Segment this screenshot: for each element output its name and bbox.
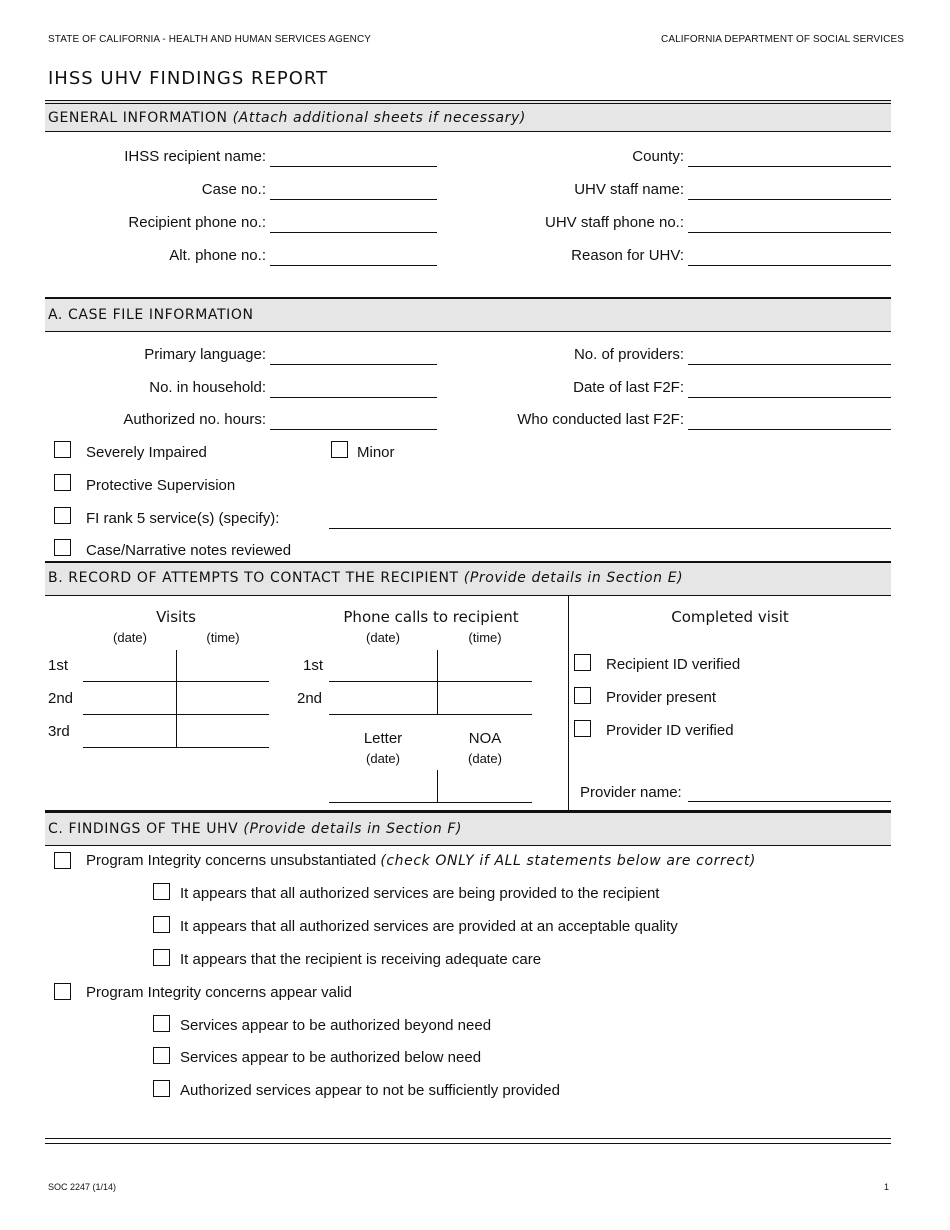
valid-item-2-checkbox[interactable]: [153, 1047, 170, 1064]
county-field[interactable]: [688, 166, 891, 167]
valid-item-1-checkbox[interactable]: [153, 1015, 170, 1032]
valid-item-2-label: Services appear to be authorized below need: [180, 1049, 482, 1066]
case-no-label: Case no.:: [201, 181, 266, 198]
agency-left: STATE OF CALIFORNIA - HEALTH AND HUMAN SERVICES AGENCY: [48, 34, 372, 45]
section-c-heading: C. FINDINGS OF THE UHV: [48, 821, 239, 837]
alt-phone-label: Alt. phone no.:: [169, 247, 266, 264]
visits-time-label: (time): [206, 630, 240, 645]
provider-present-checkbox[interactable]: [574, 687, 591, 704]
phone-row-2nd: 2nd: [297, 690, 323, 707]
unsub-item-3-checkbox[interactable]: [153, 949, 170, 966]
unsub-item-3-label: It appears that the recipient is receiving adequate care: [180, 951, 542, 968]
visits-divider: [176, 650, 177, 748]
page-number: 1: [883, 1182, 889, 1192]
household-field[interactable]: [270, 397, 437, 398]
severely-impaired-checkbox[interactable]: [54, 441, 71, 458]
letter-noa-field[interactable]: [329, 802, 532, 803]
noa-date-label: (date): [468, 751, 502, 766]
provider-name-label: Provider name:: [580, 784, 682, 801]
protective-supervision-checkbox[interactable]: [54, 474, 71, 491]
general-heading: GENERAL INFORMATION: [48, 110, 228, 126]
letter-date-label: (date): [366, 751, 400, 766]
phone-time-label: (time): [468, 630, 502, 645]
case-notes-checkbox[interactable]: [54, 539, 71, 556]
letter-noa-divider: [437, 770, 438, 803]
visits-title: Visits: [156, 608, 196, 626]
phone-title: Phone calls to recipient: [343, 608, 519, 626]
providers-label: No. of providers:: [573, 346, 684, 363]
protective-supervision-label: Protective Supervision: [86, 477, 236, 494]
phone-divider: [437, 650, 438, 715]
phone-1-field[interactable]: [329, 681, 532, 682]
authorized-hours-field[interactable]: [270, 429, 437, 430]
recipient-id-label: Recipient ID verified: [606, 656, 741, 673]
completed-column-divider: [568, 596, 569, 810]
phone-2-field[interactable]: [329, 714, 532, 715]
unsub-item-1-checkbox[interactable]: [153, 883, 170, 900]
primary-language-field[interactable]: [270, 364, 437, 365]
unsub-item-2-label: It appears that all authorized services are provided at an acceptable quality: [180, 918, 678, 935]
recipient-phone-label: Recipient phone no.:: [128, 214, 266, 231]
section-c-header: [45, 810, 891, 846]
section-a-heading: A. CASE FILE INFORMATION: [48, 307, 254, 323]
unsubstantiated-checkbox[interactable]: [54, 852, 71, 869]
case-no-field[interactable]: [270, 199, 437, 200]
valid-item-3-checkbox[interactable]: [153, 1080, 170, 1097]
unsub-item-2-checkbox[interactable]: [153, 916, 170, 933]
footer-rule: [45, 1138, 891, 1144]
case-notes-label: Case/Narrative notes reviewed: [86, 542, 292, 559]
phone-row-1st: 1st: [303, 657, 324, 674]
unsub-item-1-label: It appears that all authorized services are being provided to the recipient: [180, 885, 660, 902]
valid-label: Program Integrity concerns appear valid: [86, 984, 352, 1001]
completed-title: Completed visit: [671, 608, 789, 626]
unsubstantiated-row: [86, 852, 756, 869]
reason-label: Reason for UHV:: [571, 247, 684, 264]
provider-id-label: Provider ID verified: [606, 722, 734, 739]
section-a-header: [45, 297, 891, 332]
form-number: SOC 2247 (1/14): [48, 1182, 117, 1192]
uhv-staff-name-field[interactable]: [688, 199, 891, 200]
household-label: No. in household:: [149, 379, 266, 396]
valid-checkbox[interactable]: [54, 983, 71, 1000]
visit-row-2nd: 2nd: [48, 690, 74, 707]
provider-id-checkbox[interactable]: [574, 720, 591, 737]
visit-row-1st: 1st: [48, 657, 69, 674]
provider-present-label: Provider present: [606, 689, 717, 706]
form-title: IHSS UHV FINDINGS REPORT: [48, 68, 329, 89]
recipient-name-field[interactable]: [270, 166, 437, 167]
last-f2f-date-label: Date of last F2F:: [573, 379, 684, 396]
valid-item-3-label: Authorized services appear to not be sufficiently provided: [180, 1082, 560, 1099]
alt-phone-field[interactable]: [270, 265, 437, 266]
last-f2f-who-label: Who conducted last F2F:: [517, 411, 684, 428]
last-f2f-date-field[interactable]: [688, 397, 891, 398]
severely-impaired-label: Severely Impaired: [86, 444, 207, 461]
uhv-staff-phone-label: UHV staff phone no.:: [545, 214, 684, 231]
section-b-heading-note: (Provide details in Section E): [463, 570, 684, 586]
unsubstantiated-note: (check ONLY if ALL statements below are correct): [380, 853, 756, 869]
authorized-hours-label: Authorized no. hours:: [123, 411, 266, 428]
minor-checkbox[interactable]: [331, 441, 348, 458]
valid-item-1-label: Services appear to be authorized beyond need: [180, 1017, 492, 1034]
visits-date-label: (date): [113, 630, 147, 645]
section-c-heading-note: (Provide details in Section F): [243, 821, 463, 837]
noa-label: NOA: [468, 730, 502, 747]
unsubstantiated-label: Program Integrity concerns unsubstantiated: [86, 852, 377, 869]
uhv-staff-name-label: UHV staff name:: [574, 181, 684, 198]
primary-language-label: Primary language:: [144, 346, 266, 363]
section-b-header: [45, 561, 891, 596]
fi-rank-label: FI rank 5 service(s) (specify):: [86, 510, 280, 527]
recipient-phone-field[interactable]: [270, 232, 437, 233]
phone-date-label: (date): [366, 630, 400, 645]
reason-field[interactable]: [688, 265, 891, 266]
provider-name-field[interactable]: [688, 801, 891, 802]
uhv-staff-phone-field[interactable]: [688, 232, 891, 233]
fi-rank-checkbox[interactable]: [54, 507, 71, 524]
general-section-header: [45, 100, 891, 132]
recipient-id-checkbox[interactable]: [574, 654, 591, 671]
general-heading-note: (Attach additional sheets if necessary): [232, 110, 526, 126]
section-b-heading: B. RECORD OF ATTEMPTS TO CONTACT THE RECIPIENT: [48, 570, 459, 586]
last-f2f-who-field[interactable]: [688, 429, 891, 430]
letter-label: Letter: [363, 730, 403, 747]
minor-label: Minor: [357, 444, 395, 461]
providers-field[interactable]: [688, 364, 891, 365]
visit-row-3rd: 3rd: [48, 723, 70, 740]
fi-rank-specify-field[interactable]: [329, 528, 891, 529]
recipient-name-label: IHSS recipient name:: [124, 148, 266, 165]
county-label: County:: [632, 148, 684, 165]
agency-right: CALIFORNIA DEPARTMENT OF SOCIAL SERVICES: [661, 34, 904, 45]
